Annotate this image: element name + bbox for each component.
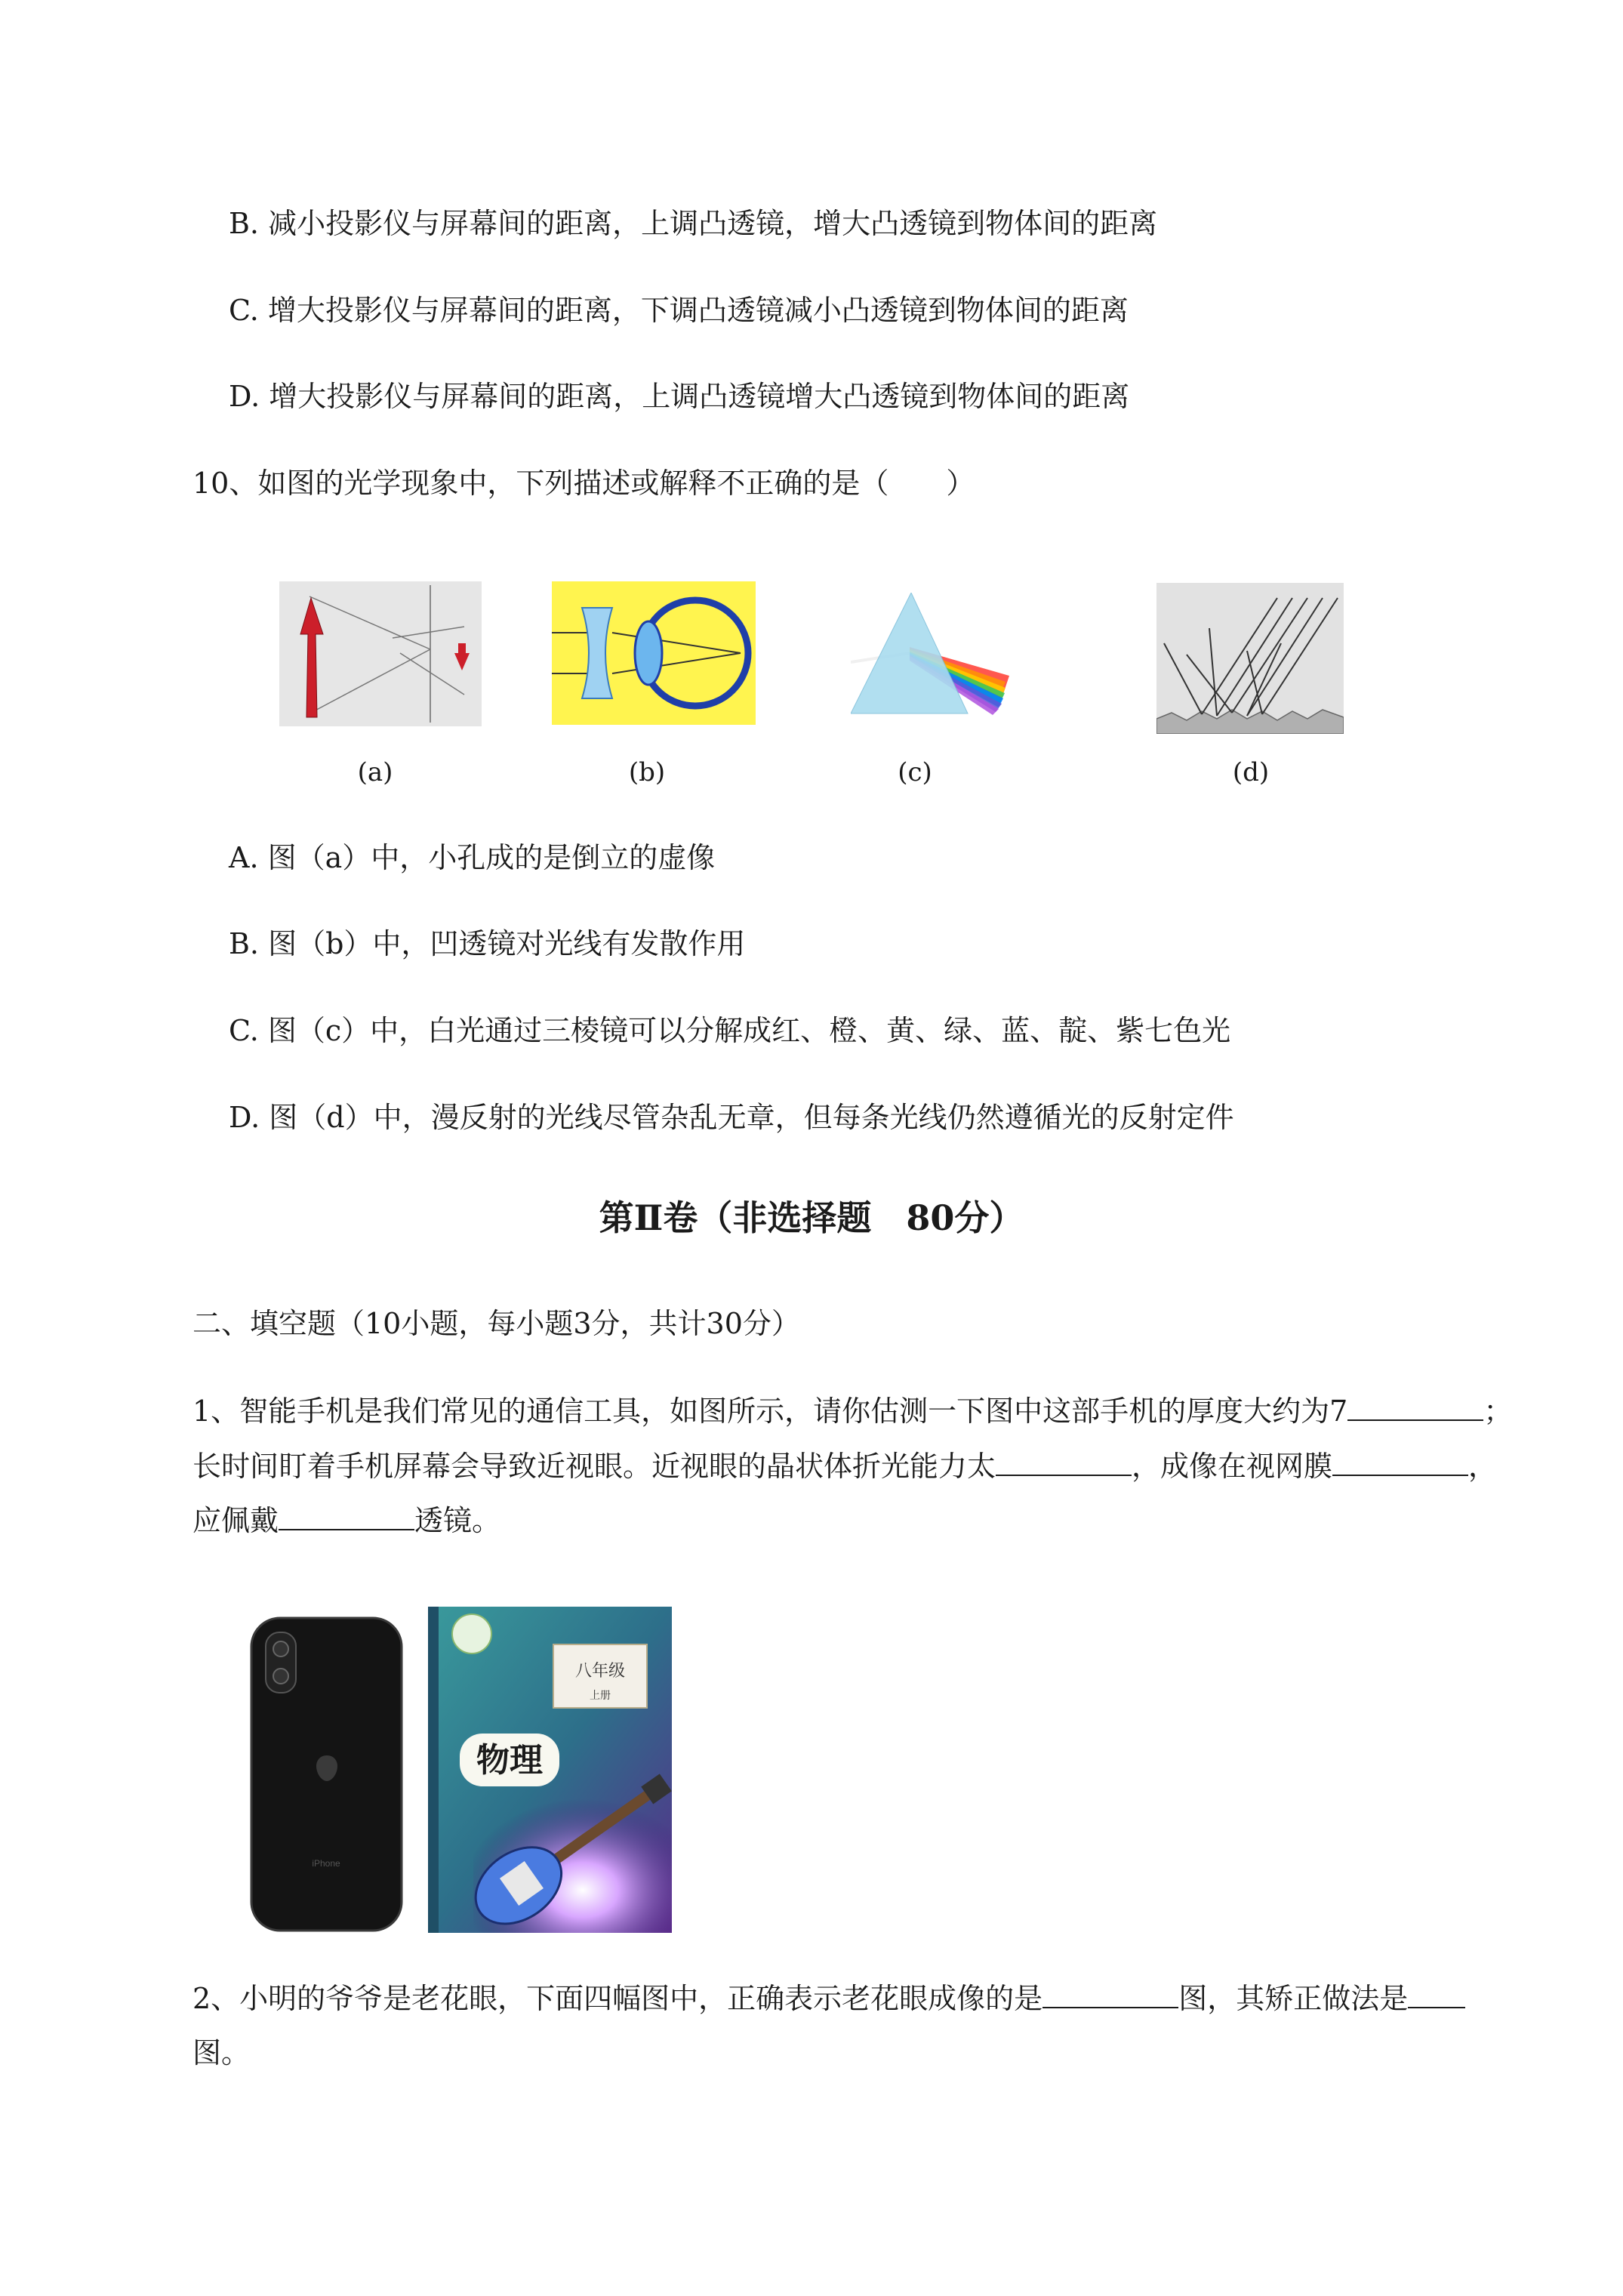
answer-blank[interactable] [1347, 1392, 1483, 1421]
book-title: 物理 [476, 1741, 543, 1780]
fill-q1-line2 [192, 1447, 1497, 1484]
fill-q1-text-e: ， [1468, 1450, 1498, 1483]
q10-option-c: C. 图（c）中，白光通过三棱镜可以分解成红、橙、黄、绿、蓝、靛、紫七色光 [229, 1014, 1231, 1047]
book-volume: 上册 [590, 1690, 611, 1702]
figure-b-myopia-correction [552, 581, 756, 725]
figure-d-caption: (d) [1232, 757, 1270, 787]
answer-blank[interactable] [279, 1502, 414, 1530]
fill-q1-text-f: 应佩戴 [192, 1504, 279, 1537]
book-grade: 八年级 [574, 1662, 626, 1681]
section2-heading: 二、填空题（10小题，每小题3分，共计30分） [192, 1307, 800, 1340]
phone-image [249, 1616, 404, 1933]
fill-q1-text-d: ，成像在视网膜 [1132, 1450, 1333, 1483]
figure-c-prism [851, 593, 1009, 717]
fill-q1-line3 [192, 1502, 500, 1539]
answer-blank[interactable] [1042, 1980, 1178, 2008]
q9-option-d: D. 增大投影仪与屏幕间的距离，上调凸透镜增大凸透镜到物体间的距离 [229, 380, 1130, 413]
q10-option-a: A. 图（a）中，小孔成的是倒立的虚像 [229, 841, 716, 874]
fill-q1-text-g: 透镜。 [414, 1504, 501, 1537]
answer-blank[interactable] [1408, 1980, 1465, 2008]
figure-b-caption: (b) [628, 757, 666, 787]
fill-q2-line1 [192, 1980, 1465, 2017]
figure-a-caption: (a) [357, 757, 393, 787]
q9-option-c: C. 增大投影仪与屏幕间的距离，下调凸透镜减小凸透镜到物体间的距离 [229, 294, 1129, 327]
fill-q1-text-c: 长时间盯着手机屏幕会导致近视眼。近视眼的晶状体折光能力太 [192, 1450, 996, 1483]
figure-c-caption: (c) [898, 757, 932, 787]
q10-option-d: D. 图（d）中，漫反射的光线尽管杂乱无章，但每条光线仍然遵循光的反射定件 [229, 1101, 1234, 1134]
textbook-cover-image [428, 1607, 672, 1933]
figure-d-diffuse-reflection [1156, 583, 1344, 734]
q9-option-b: B. 减小投影仪与屏幕间的距离，上调凸透镜，增大凸透镜到物体间的距离 [229, 207, 1158, 240]
answer-blank[interactable] [996, 1447, 1132, 1476]
fill-q1-line1 [192, 1392, 1512, 1429]
fill-q2-text-a: 2、小明的爷爷是老花眼，下面四幅图中，正确表示老花眼成像的是 [192, 1982, 1043, 2015]
fill-q1-text-a: 1、智能手机是我们常见的通信工具，如图所示，请你估测一下图中这部手机的厚度大约为7 [192, 1395, 1348, 1428]
part2-title: 第Ⅱ卷（非选择题 80分） [599, 1197, 1024, 1238]
figure-a-pinhole [279, 581, 482, 726]
answer-blank[interactable] [1332, 1447, 1468, 1476]
fill-q2-text-b: 图，其矫正做法是 [1178, 1982, 1409, 2015]
fill-q2-line2: 图。 [192, 2036, 251, 2069]
q10-option-b: B. 图（b）中，凹透镜对光线有发散作用 [229, 927, 746, 960]
phone-label: iPhone [312, 1858, 340, 1869]
fill-q1-text-b: ； [1483, 1395, 1513, 1428]
q10-stem: 10、如图的光学现象中，下列描述或解释不正确的是（ ） [192, 467, 975, 500]
